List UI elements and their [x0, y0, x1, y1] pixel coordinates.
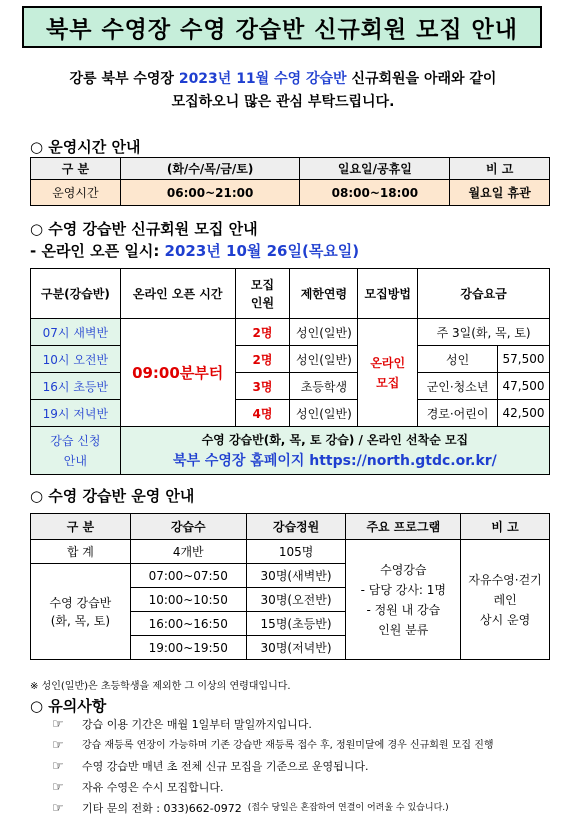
time-cell: 16:00~16:50: [130, 612, 246, 636]
intro-line-1: [0, 68, 566, 90]
fee-label-cell: 성인: [418, 346, 498, 373]
class-cell: 10시 오전반: [31, 346, 121, 373]
apply-link[interactable]: 북부 수영장 홈페이지 https://north.gtdc.or.kr/: [172, 452, 497, 469]
header-cell: (화/수/목/금/토): [120, 158, 300, 180]
cell: 08:00~18:00: [300, 180, 450, 206]
header-cell: 비 고: [450, 158, 550, 180]
time-cell: 07:00~07:50: [130, 564, 246, 588]
open-label: - 온라인 오픈 일시:: [30, 242, 165, 260]
caution-list: [52, 714, 494, 819]
capacity-cell: 30명(새벽반): [246, 564, 346, 588]
fee-label-cell: 경로·어린이: [418, 400, 498, 427]
caution-item: [52, 714, 494, 735]
total-cell: 4개반: [130, 540, 246, 564]
count-cell: 2명: [235, 346, 290, 373]
intro-line-2: 모집하오니 많은 관심 부탁드립니다.: [171, 94, 395, 110]
age-cell: 성인(일반): [290, 400, 358, 427]
section-recruitment-title: ○ 수영 강습반 신규회원 모집 안내: [30, 220, 258, 238]
pointing-hand-icon: ☞: [52, 738, 64, 753]
caution-text: 자유 수영은 수시 모집합니다.: [82, 781, 224, 794]
cell: 운영시간: [31, 180, 121, 206]
capacity-cell: 30명(오전반): [246, 588, 346, 612]
group-label-cell: 수영 강습반 (화, 목, 토): [31, 564, 131, 660]
online-open-date: [30, 240, 359, 261]
caution-text: 수영 강습반 매년 초 전체 신규 모집을 기준으로 운영됩니다.: [82, 760, 369, 773]
title-banner: [22, 6, 542, 48]
cell: 06:00~21:00: [120, 180, 300, 206]
caution-text: 기타 문의 전화 : 033)662-0972: [82, 802, 242, 815]
class-cell: 19시 저녁반: [31, 400, 121, 427]
method-cell: 온라인 모집: [358, 319, 418, 427]
class-cell: 07시 새벽반: [31, 319, 121, 346]
operating-hours-table: [30, 157, 550, 206]
caution-subnote: (접수 당일은 혼잡하여 연결이 어려울 수 있습니다.): [247, 803, 449, 813]
operation-table: [30, 513, 550, 660]
program-cell: 수영강습 - 담당 강사: 1명 - 정원 내 강습 인원 분류: [346, 540, 461, 660]
header-cell: 비 고: [461, 514, 550, 540]
cell: 월요일 휴관: [450, 180, 550, 206]
fee-header-cell: 주 3일(화, 목, 토): [418, 319, 550, 346]
caution-item: [52, 756, 494, 777]
recruitment-table: [30, 268, 550, 475]
apply-info-cell: [120, 427, 549, 475]
section-caution-title: ○ 유의사항: [30, 697, 107, 715]
header-cell: 구분(강습반): [31, 269, 121, 319]
intro-highlight: 2023년 11월 수영 강습반: [178, 71, 347, 87]
capacity-cell: 30명(저녁반): [246, 636, 346, 660]
header-cell: 주요 프로그램: [346, 514, 461, 540]
age-cell: 성인(일반): [290, 346, 358, 373]
header-cell: 모집방법: [358, 269, 418, 319]
header-cell: 구 분: [31, 158, 121, 180]
total-cell: 105명: [246, 540, 346, 564]
caution-item: [52, 798, 494, 819]
intro-text: 신규회원을 아래와 같이: [346, 71, 497, 87]
count-cell: 4명: [235, 400, 290, 427]
remark-cell: 자유수영·걷기 레인 상시 운영: [461, 540, 550, 660]
fee-price-cell: 47,500: [497, 373, 549, 400]
pointing-hand-icon: ☞: [52, 717, 64, 732]
header-cell: 강습수: [130, 514, 246, 540]
pointing-hand-icon: ☞: [52, 759, 64, 774]
caution-item: [52, 777, 494, 798]
open-date: 2023년 10월 26일(목요일): [164, 242, 360, 260]
fee-price-cell: 42,500: [497, 400, 549, 427]
age-cell: 성인(일반): [290, 319, 358, 346]
intro-text: 강릉 북부 수영장: [69, 71, 179, 87]
fee-price-cell: 57,500: [497, 346, 549, 373]
header-cell: 일요일/공휴일: [300, 158, 450, 180]
section-operating-hours-title: ○ 운영시간 안내: [30, 138, 141, 156]
apply-label-cell: 강습 신청 안내: [31, 427, 121, 475]
apply-line-1: 수영 강습반(화, 목, 토 강습) / 온라인 선착순 모집: [201, 432, 469, 447]
age-cell: 초등학생: [290, 373, 358, 400]
caution-item: [52, 735, 494, 756]
header-cell: 제한연령: [290, 269, 358, 319]
count-cell: 3명: [235, 373, 290, 400]
footnote: ※ 성인(일반)은 초등학생을 제외한 그 이상의 연령대입니다.: [30, 681, 291, 692]
caution-text: 강습 재등록 연장이 가능하며 기존 강습반 재등록 접수 후, 정원미달에 경우 신규회원 모집 진행: [82, 740, 494, 751]
header-cell: 모집 인원: [235, 269, 290, 319]
header-cell: 강습요금: [418, 269, 550, 319]
total-cell: 합 계: [31, 540, 131, 564]
class-cell: 16시 초등반: [31, 373, 121, 400]
section-operation-title: ○ 수영 강습반 운영 안내: [30, 487, 195, 505]
time-cell: 10:00~10:50: [130, 588, 246, 612]
header-cell: 강습정원: [246, 514, 346, 540]
time-cell: 19:00~19:50: [130, 636, 246, 660]
count-cell: 2명: [235, 319, 290, 346]
capacity-cell: 15명(초등반): [246, 612, 346, 636]
header-cell: 온라인 오픈 시간: [120, 269, 235, 319]
caution-text: 강습 이용 기간은 매월 1일부터 말일까지입니다.: [82, 718, 312, 731]
page-title: 북부 수영장 수영 강습반 신규회원 모집 안내: [46, 16, 518, 43]
pointing-hand-icon: ☞: [52, 801, 64, 816]
pointing-hand-icon: ☞: [52, 780, 64, 795]
open-time-cell: 09:00분부터: [120, 319, 235, 427]
fee-label-cell: 군인·청소년: [418, 373, 498, 400]
header-cell: 구 분: [31, 514, 131, 540]
